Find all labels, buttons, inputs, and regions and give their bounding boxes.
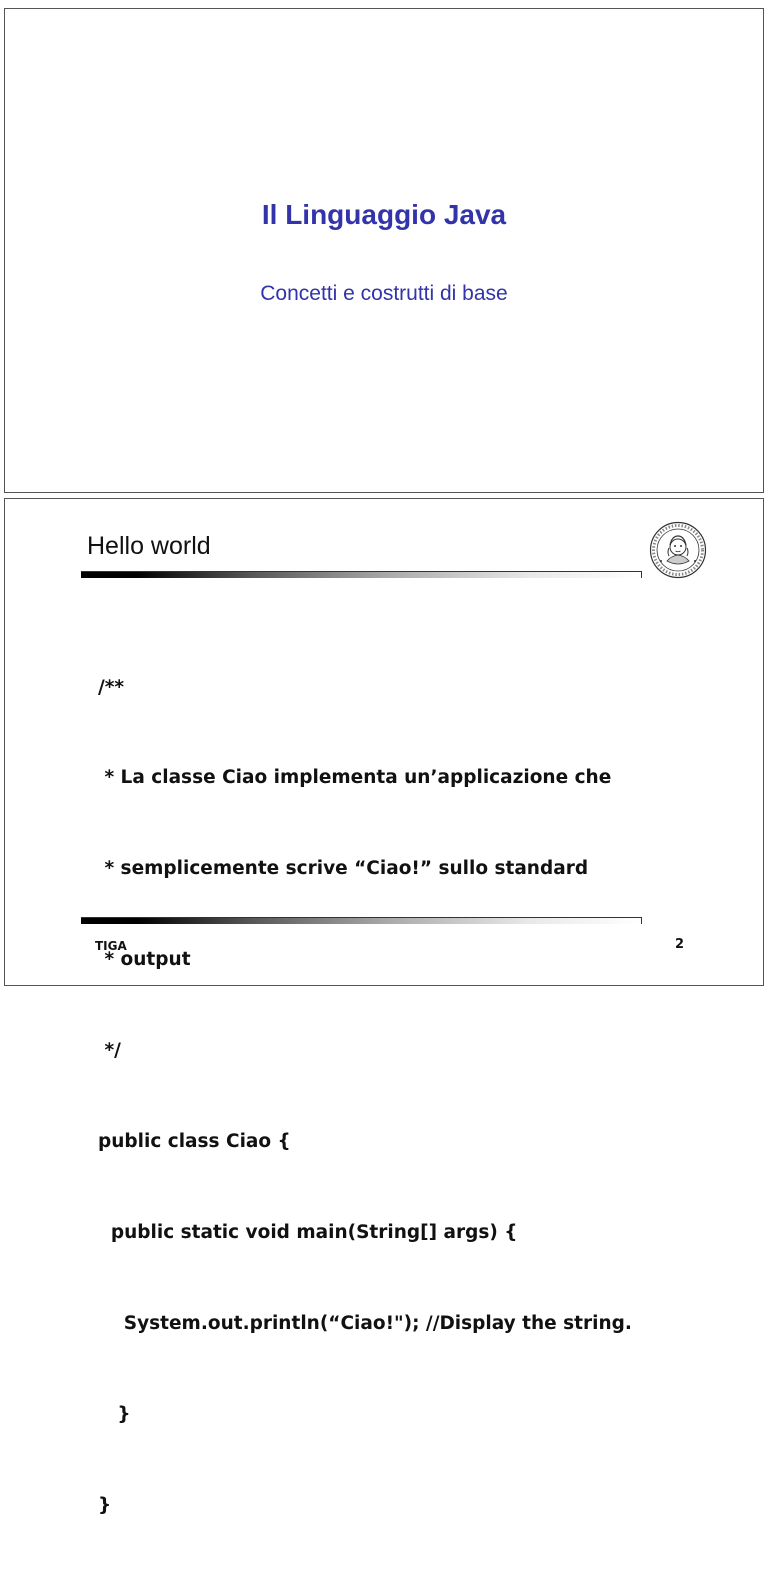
heading-divider [81,571,641,578]
slide-subtitle: Concetti e costrutti di base [260,282,508,305]
footer-label: TIGA [95,939,127,953]
hello-world-slide [4,498,764,1516]
page-number: 2 [675,937,685,952]
slide-title: Il Linguaggio Java [261,199,507,230]
code-line: public class Ciao { [98,1131,291,1153]
code-line: } [98,1403,131,1425]
code-line: public static void main(String[] args) { [98,1221,518,1243]
slide-heading: Hello world [87,532,211,560]
code-line: */ [98,1040,121,1062]
java-code-block [98,612,632,1582]
title-slide [4,8,764,493]
code-line: } [98,1494,112,1516]
code-line: * semplicemente scrive “Ciao!” sullo standard [98,858,589,880]
footer-divider [81,917,641,924]
university-seal-icon [649,521,707,579]
code-line: * La classe Ciao implementa un’applicazione che [98,767,612,789]
code-line: System.out.println(“Ciao!"); //Display the string. [98,1312,632,1334]
code-line: * output [98,949,191,971]
code-line: /** [98,676,125,698]
